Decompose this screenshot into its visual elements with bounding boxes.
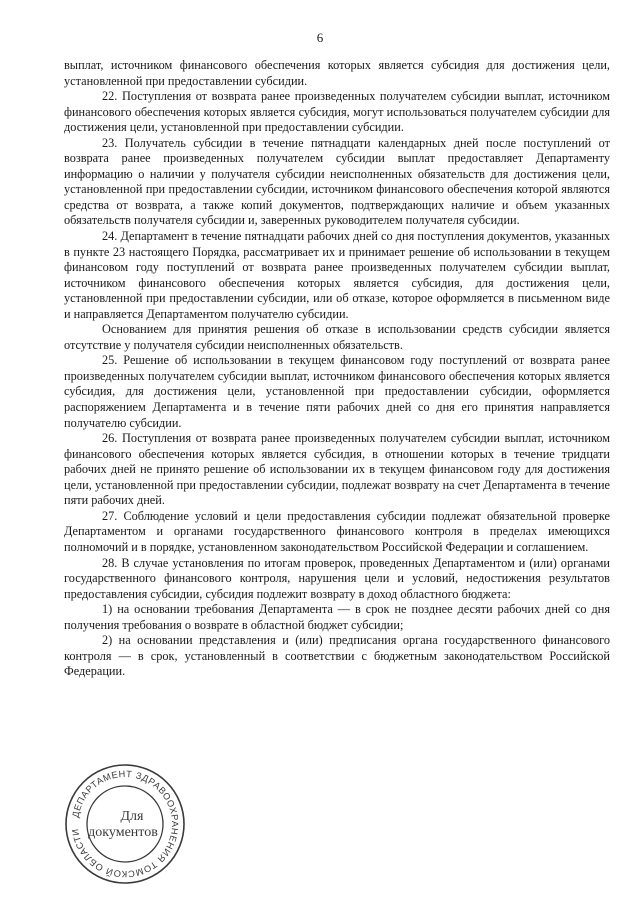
paragraph-23: 23. Получатель субсидии в течение пятнадцати календарных дней после поступлений от возврата ранее произведенных получателем субсидии выплат предоставляет Департаменту информацию о наличии у получателя субсидии неисполненных обязательств для достижения цели, установленной при предоставлении субсидии, источником финансового обеспечения которой являются средства от возврата, а также копий документов, подтверждающих наличие и объем указанных обязательств получателя субсидии и, заверенных руководителем получателя субсидии. <box>64 135 610 228</box>
stamp-inner-line-1: Для <box>120 809 144 824</box>
paragraph-refusal-basis: Основанием для принятия решения об отказе в использовании средств субсидии является отсутствие у получателя субсидии неисполненных обязательств. <box>64 322 610 352</box>
paragraph-continuation: выплат, источником финансового обеспечения которых является субсидия для достижения цели, установленной при предоставлении субсидии. <box>64 58 610 88</box>
stamp-inner-line-2: документов <box>88 825 158 840</box>
paragraph-22: 22. Поступления от возврата ранее произведенных получателем субсидии выплат, источником финансового обеспечения которых является субсидия, могут использоваться получателем субсидии для достижения цели, установленной при предоставлении субсидии. <box>64 89 610 135</box>
paragraph-28: 28. В случае установления по итогам проверок, проведенных Департаментом и (или) органами государственного финансового контроля, нарушения цели и условий, недостижения результатов предоставления субсидии, субсидия подлежит возврату в доход областного бюджета: <box>64 555 610 601</box>
stamp-outer-text-path: ДЕПАРТАМЕНТ ЗДРАВООХРАНЕНИЯ ТОМСКОЙ ОБЛАСТИ <box>70 768 181 880</box>
stamp-outer-ring <box>66 765 184 883</box>
document-body <box>64 58 610 680</box>
paragraph-24: 24. Департамент в течение пятнадцати рабочих дней со дня поступления документов, указанных в пункте 23 настоящего Порядка, рассматривает их и принимает решение об использовании в текущем финансовом году поступлений от возврата ранее произведенных получателем субсидии выплат, источником финансового обеспечения которых является субсидия, для достижения цели, установленной при предоставлении субсидии, или об отказе, которое оформляется в письменном виде и направляется Департаментом получателю субсидии. <box>64 229 610 321</box>
department-stamp <box>60 762 190 886</box>
paragraph-28-item-2: 2) на основании представления и (или) предписания органа государственного финансового контроля — в срок, установленный в соответствии с бюджетным законодательством Российской Федерации. <box>64 633 610 679</box>
page-number: 6 <box>316 30 324 45</box>
paragraph-26: 26. Поступления от возврата ранее произведенных получателем субсидии выплат, источником финансового обеспечения которых является субсидия, в отношении которых в течение тридцати рабочих дней не принято решение об использовании их в текущем финансовом году для достижения цели, установленной при предоставлении субсидии, подлежат возврату на счет Департамента в течение пяти рабочих дней. <box>64 431 610 508</box>
paragraph-25: 25. Решение об использовании в текущем финансовом году поступлений от возврата ранее произведенных получателем субсидии выплат, источником финансового обеспечения которых является субсидия, для достижения цели, установленной при предоставлении субсидии, оформляется распоряжением Департамента и в течение пяти рабочих дней со дня его принятия направляется получателю субсидии. <box>64 353 610 430</box>
paragraph-27: 27. Соблюдение условий и цели предоставления субсидии подлежат обязательной проверке Департаментом и органами государственного финансового контроля в пределах имеющихся полномочий и в порядке, установленном законодательством Российской Федерации и соглашением. <box>64 508 610 554</box>
stamp-inner-ring <box>87 786 163 862</box>
paragraph-28-item-1: 1) на основании требования Департамента — в срок не позднее десяти рабочих дней со дня получения требования о возврате в областной бюджет субсидии; <box>64 602 610 632</box>
